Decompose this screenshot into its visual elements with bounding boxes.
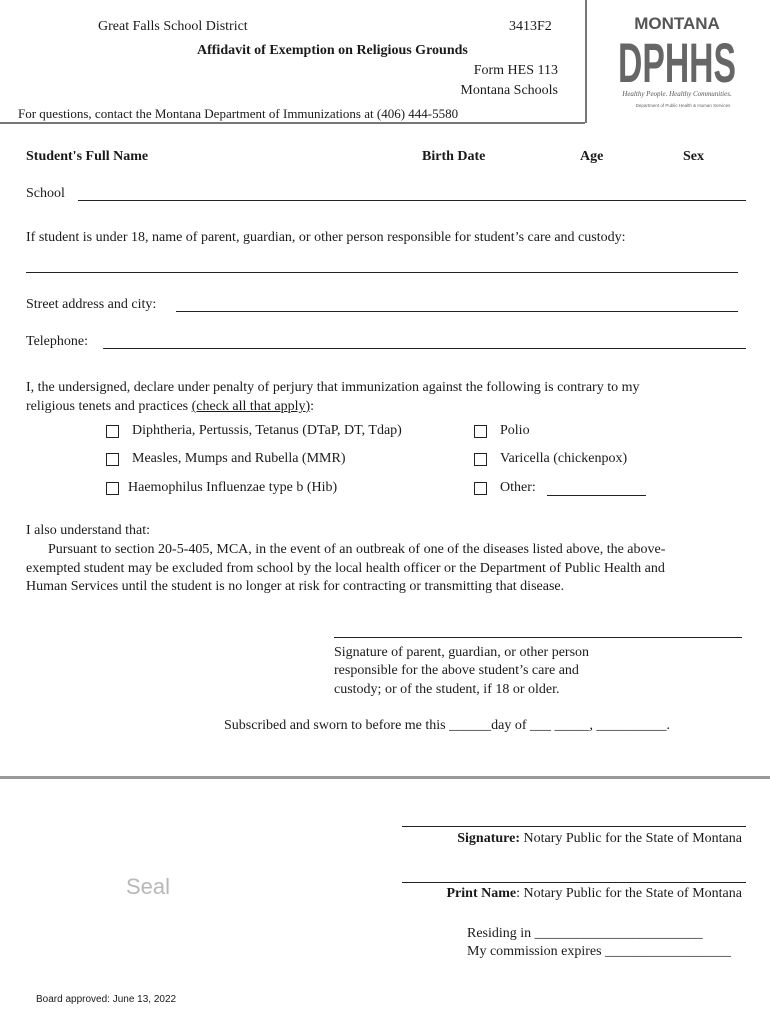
notary-print-caption [447,886,743,902]
hib-label: Haemophilus Influenzae type b (Hib) [128,480,338,495]
birth-date-label: Birth Date [422,149,486,164]
understand-line-2: exempted student may be excluded from school by the local health officer or the Department of Public Health and [26,561,665,576]
signature-caption-2: responsible for the above student’s care and [334,663,579,678]
montana-schools: Montana Schools [460,83,558,98]
telephone-label: Telephone: [26,334,88,349]
notary-signature-caption [457,831,742,847]
guardian-signature-field[interactable] [334,637,742,638]
declaration-line-1: I, the undersigned, declare under penalty of perjury that immunization against the following is contrary to my [26,380,640,395]
logo-tagline-text: Healthy People. Healthy Communities. [622,90,732,98]
header-vertical-divider [585,0,587,123]
declaration-text: religious tenets and practices [26,399,189,414]
understand-line-1: Pursuant to section 20-5-405, MCA, in the event of an outbreak of one of the diseases listed above, the above- [48,542,666,557]
polio-checkbox[interactable] [474,425,487,438]
other-checkbox[interactable] [474,482,487,495]
residing-in: Residing in ________________________ [467,926,703,941]
dtap-checkbox[interactable] [106,425,119,438]
logo-dept-text: Department of Public Health & Human Services [635,103,731,108]
other-field[interactable] [547,495,646,496]
dphhs-logo [600,10,750,110]
student-name-label: Student's Full Name [26,149,149,164]
notary-signature-bold: Signature: [457,831,520,846]
notary-print-field[interactable] [402,882,746,883]
sex-label: Sex [683,149,704,164]
age-label: Age [580,149,604,164]
school-label: School [26,186,65,201]
logo-state-text: MONTANA [634,14,720,33]
sworn-statement: Subscribed and sworn to before me this ______day of ___ _____, __________. [224,718,670,733]
dphhs-logo-icon [600,10,750,110]
notary-print-text: : Notary Public for the State of Montana [516,886,742,901]
guardian-name-field[interactable] [26,272,738,273]
section-divider [0,776,770,779]
declaration-colon: : [310,399,315,414]
declaration-line-2 [26,399,314,415]
contact-line: For questions, contact the Montana Department of Immunizations at (406) 444-5580 [18,106,459,121]
varicella-checkbox[interactable] [474,453,487,466]
check-all-note: (check all that apply) [191,399,311,414]
header-divider [0,122,585,124]
mmr-label: Measles, Mumps and Rubella (MMR) [132,451,346,466]
form-title: Affidavit of Exemption on Religious Grounds [197,43,468,58]
form-code: 3413F2 [509,19,552,34]
other-label: Other: [500,480,536,495]
address-field[interactable] [176,311,738,312]
understand-line-3: Human Services until the student is no longer at risk for contracting or transmitting that disease. [26,579,565,594]
board-approved: Board approved: June 13, 2022 [36,994,177,1005]
signature-caption-3: custody; or of the student, if 18 or older. [334,682,560,697]
notary-signature-field[interactable] [402,826,746,827]
hib-checkbox[interactable] [106,482,119,495]
district-name: Great Falls School District [98,19,248,34]
telephone-field[interactable] [103,348,746,349]
logo-agency-text: DPHHS [618,31,736,94]
mmr-checkbox[interactable] [106,453,119,466]
varicella-label: Varicella (chickenpox) [500,451,628,466]
seal-placeholder: Seal [126,874,171,899]
notary-print-bold: Print Name [446,886,517,901]
notary-signature-text: Notary Public for the State of Montana [519,831,742,846]
signature-caption-1: Signature of parent, guardian, or other person [334,645,590,660]
commission-expires: My commission expires __________________ [467,944,732,959]
school-field[interactable] [78,200,746,201]
polio-label: Polio [500,423,530,438]
form-number: Form HES 113 [473,63,558,78]
guardian-prompt: If student is under 18, name of parent, guardian, or other person responsible for student’s care and custody: [26,230,626,245]
address-label: Street address and city: [26,297,157,312]
understand-heading: I also understand that: [26,523,151,538]
dtap-label: Diphtheria, Pertussis, Tetanus (DTaP, DT, Tdap) [132,423,402,438]
